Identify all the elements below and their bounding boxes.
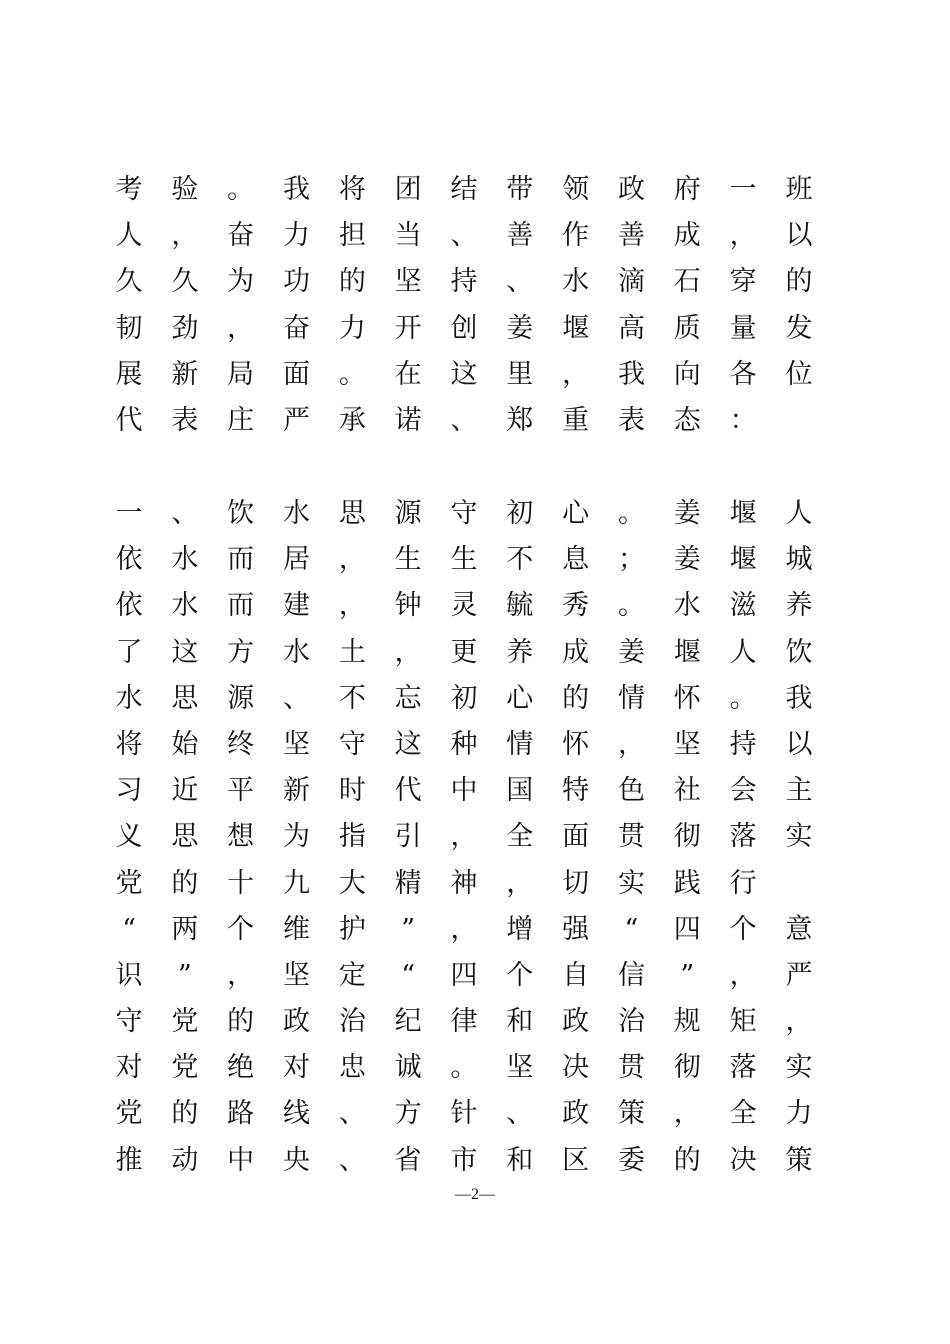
text-line: 守 党 的 政 治 纪 律 和 政 治 规 矩 ， bbox=[115, 1006, 813, 1038]
text-line: 考 验 。 我 将 团 结 带 领 政 府 一 班 bbox=[115, 174, 813, 205]
text-line: 推 动 中 央 、 省 市 和 区 委 的 决 策 bbox=[115, 1144, 813, 1176]
text-line: 依 水 而 居 ， 生 生 不 息 ； 姜 堰 城 bbox=[115, 544, 813, 576]
text-line: 人 ， 奋 力 担 当 、 善 作 善 成 ， 以 bbox=[115, 220, 813, 252]
text-line: 了 这 方 水 土 ， 更 养 成 姜 堰 人 饮 bbox=[115, 636, 813, 668]
text-line: 党 的 路 线 、 方 针 、 政 策 ， 全 力 bbox=[115, 1098, 813, 1130]
text-line: 韧 劲 ， 奋 力 开 创 姜 堰 高 质 量 发 bbox=[115, 312, 813, 344]
text-line: 依 水 而 建 ， 钟 灵 毓 秀 。 水 滋 养 bbox=[115, 590, 813, 622]
text-line: 义 思 想 为 指 引 ， 全 面 贯 彻 落 实 bbox=[115, 821, 813, 853]
text-line: 久 久 为 功 的 坚 持 、 水 滴 石 穿 的 bbox=[115, 266, 813, 298]
paragraph-2 bbox=[112, 491, 816, 1184]
paragraph-1 bbox=[112, 167, 816, 444]
text-line: 习 近 平 新 时 代 中 国 特 色 社 会 主 bbox=[115, 775, 813, 807]
text-line: 对 党 绝 对 忠 诚 。 坚 决 贯 彻 落 实 bbox=[115, 1052, 813, 1084]
text-line: 一 、 饮 水 思 源 守 初 心 。 姜 堰 人 bbox=[115, 498, 813, 529]
text-line: 将 始 终 坚 守 这 种 情 怀 ， 坚 持 以 bbox=[115, 728, 813, 760]
page-number: —2— bbox=[455, 1186, 495, 1203]
text-line: 水 思 源 、 不 忘 初 心 的 情 怀 。 我 bbox=[115, 682, 813, 714]
text-line: 识 ” ， 坚 定 “ 四 个 自 信 ” ， 严 bbox=[115, 959, 813, 991]
text-line: “ 两 个 维 护 ” ， 增 强 “ 四 个 意 bbox=[122, 913, 813, 945]
text-line: 展 新 局 面 。 在 这 里 ， 我 向 各 位 bbox=[115, 358, 813, 390]
text-line: 代 表 庄 严 承 诺 、 郑 重 表 态 ： bbox=[115, 404, 757, 436]
text-line: 党 的 十 九 大 精 神 ， 切 实 践 行 bbox=[115, 867, 757, 899]
